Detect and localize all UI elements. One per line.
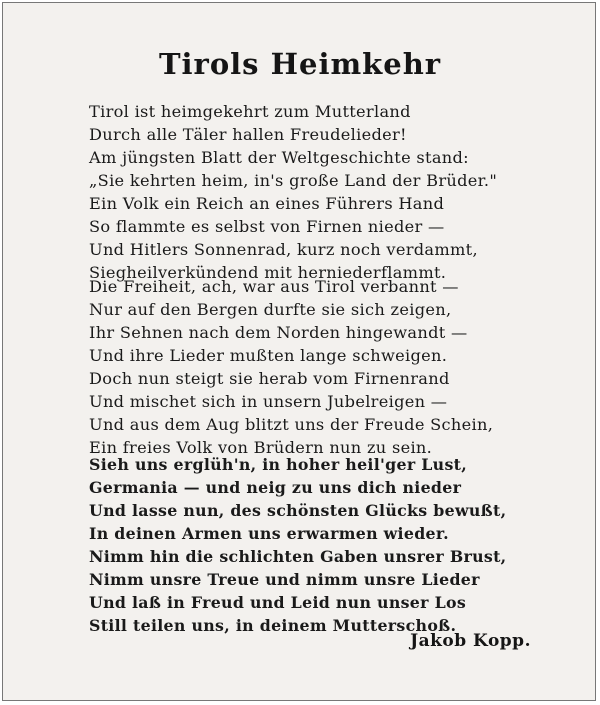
verse-line: Ihr Sehnen nach dem Norden hingewandt —	[89, 323, 468, 342]
verse-line: Siegheilverkündend mit herniederflammt.	[89, 263, 447, 282]
verse-line: Und Hitlers Sonnenrad, kurz noch verdammt,	[89, 240, 478, 259]
verse-line: So flammte es selbst von Firnen nieder —	[89, 217, 445, 236]
verse-line: Sieh uns erglüh'n, in hoher heil'ger Lust,	[89, 455, 468, 474]
page-frame	[2, 2, 596, 701]
verse-line: Und lasse nun, des schönsten Glücks bewußt,	[89, 501, 507, 520]
stanza-1	[89, 100, 497, 284]
verse-line: Still teilen uns, in deinem Mutterschoß.	[89, 616, 457, 635]
stanza-2	[89, 275, 493, 459]
verse-line: Ein Volk ein Reich an eines Führers Hand	[89, 194, 445, 213]
verse-line: Germania — und neig zu uns dich nieder	[89, 478, 462, 497]
verse-line: Und mischet sich in unsern Jubelreigen —	[89, 392, 448, 411]
verse-line: Doch nun steigt sie herab vom Firnenrand	[89, 369, 450, 388]
verse-line: Nimm hin die schlichten Gaben unsrer Brust,	[89, 547, 507, 566]
verse-line: Und laß in Freud und Leid nun unser Los	[89, 593, 467, 612]
author-signature: Jakob Kopp.	[410, 631, 531, 651]
poem	[3, 3, 597, 702]
verse-line: Die Freiheit, ach, war aus Tirol verbannt —	[89, 277, 459, 296]
verse-line: In deinen Armen uns erwarmen wieder.	[89, 524, 449, 543]
verse-line: Am jüngsten Blatt der Weltgeschichte stand:	[89, 148, 469, 167]
verse-line: Nimm unsre Treue und nimm unsre Lieder	[89, 570, 480, 589]
verse-line: Und aus dem Aug blitzt uns der Freude Schein,	[89, 415, 494, 434]
verse-line: Tirol ist heimgekehrt zum Mutterland	[89, 102, 411, 121]
verse-line: Ein freies Volk von Brüdern nun zu sein.	[89, 438, 433, 457]
poem-title: Tirols Heimkehr	[158, 47, 442, 81]
stanza-3	[89, 453, 507, 637]
verse-line: Nur auf den Bergen durfte sie sich zeigen,	[89, 300, 452, 319]
verse-line: „Sie kehrten heim, in's große Land der Brüder."	[89, 171, 498, 190]
verse-line: Durch alle Täler hallen Freudelieder!	[89, 125, 407, 144]
verse-line: Und ihre Lieder mußten lange schweigen.	[89, 346, 448, 365]
